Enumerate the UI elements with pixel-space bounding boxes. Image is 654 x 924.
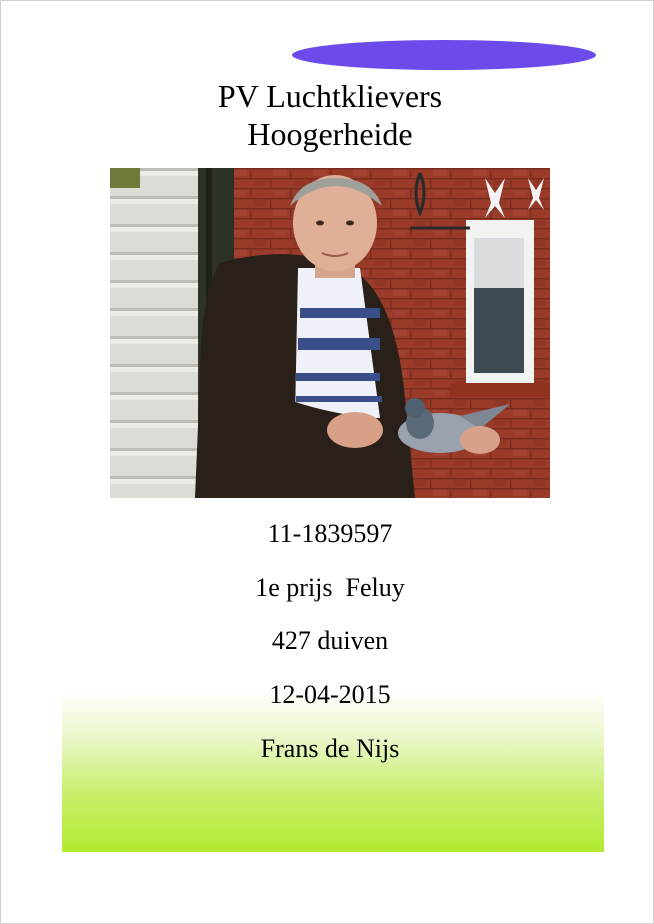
man-holding-pigeon-photo-icon: [110, 168, 550, 498]
decorative-oval: [292, 40, 596, 70]
title-line-1: PV Luchtklievers: [217, 78, 443, 114]
title-line-2: Hoogerheide: [247, 116, 413, 152]
birds-count: 427 duiven: [271, 626, 389, 655]
owner-name: Frans de Nijs: [260, 734, 400, 763]
photo: [110, 168, 550, 498]
prize-text: 1e prijs Feluy: [255, 573, 405, 602]
ring-number: 11-1839597: [267, 519, 393, 548]
race-date: 12-04-2015: [269, 680, 391, 709]
gradient-background: [62, 690, 604, 852]
